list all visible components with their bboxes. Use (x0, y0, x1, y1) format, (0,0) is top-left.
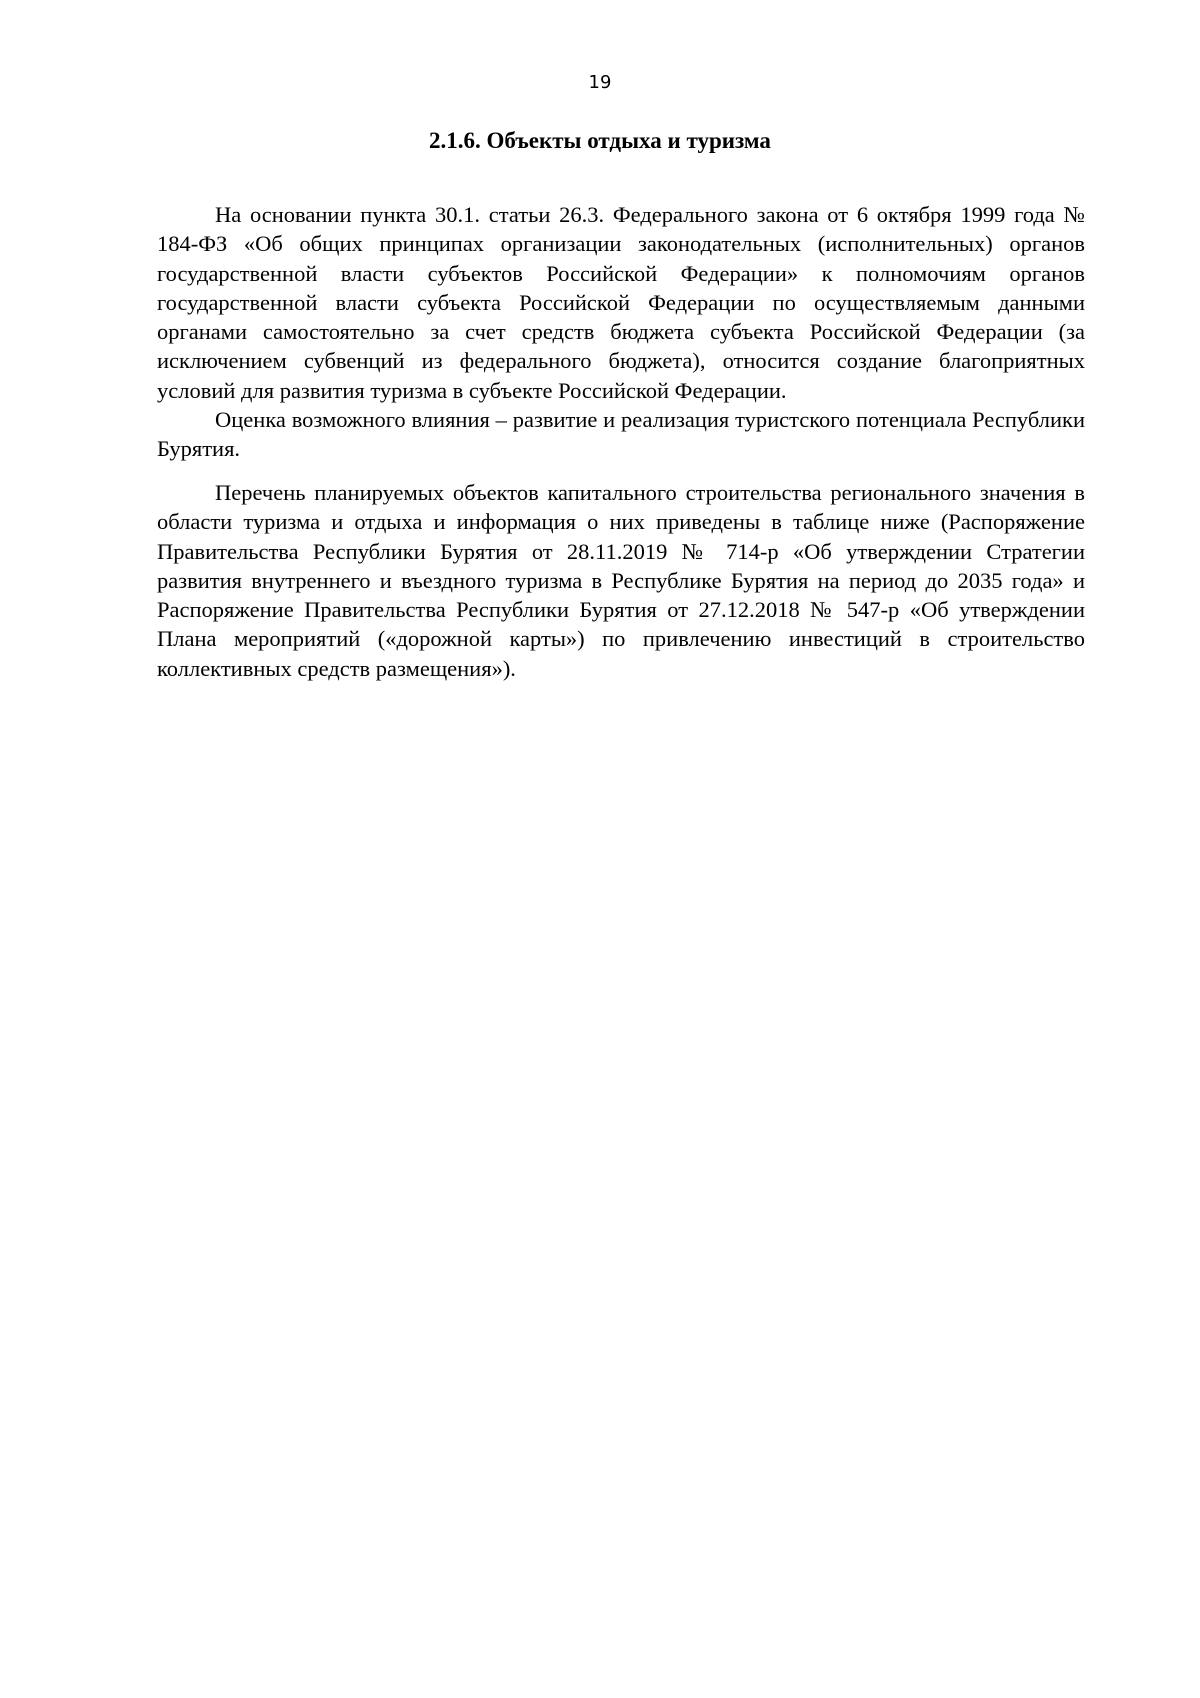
page-number: 19 (588, 72, 612, 93)
text-block-legal-basis (157, 200, 1085, 464)
paragraph-planned-objects: Перечень планируемых объектов капитального строительства регионального значения в области туризма и отдыха и информация о них приведены в таблице ниже (Распоряжение Правительства Республики Бурятия от 28.11.2019 № 714-р «Об утверждении Стратегии развития внутреннего и въездного туризма в Республике Бурятия на период до 2035 года» и Распоряжение Правительства Республики Бурятия от 27.12.2018 № 547-р «Об утверждении Плана мероприятий («дорожной карты») по привлечению инвестиций в строительство коллективных средств размещения»). (157, 480, 1085, 681)
text-block-planned-objects (157, 478, 1085, 683)
section-title: 2.1.6. Объекты отдыха и туризма (429, 128, 771, 153)
paragraph-impact-assessment: Оценка возможного влияния – развитие и реализация туристского потенциала Республики Бурятия. (157, 407, 1085, 462)
paragraph-legal-basis: На основании пункта 30.1. статьи 26.3. Федерального закона от 6 октября 1999 года № 184-ФЗ «Об общих принципах организации законодательных (исполнительных) органов государственной власти субъектов Российской Федерации» к полномочиям органов государственной власти субъекта Российской Федерации по осуществляемым данными органами самостоятельно за счет средств бюджета субъекта Российской Федерации (за исключением субвенций из федерального бюджета), относится создание благоприятных условий для развития туризма в субъекте Российской Федерации. (157, 202, 1085, 403)
